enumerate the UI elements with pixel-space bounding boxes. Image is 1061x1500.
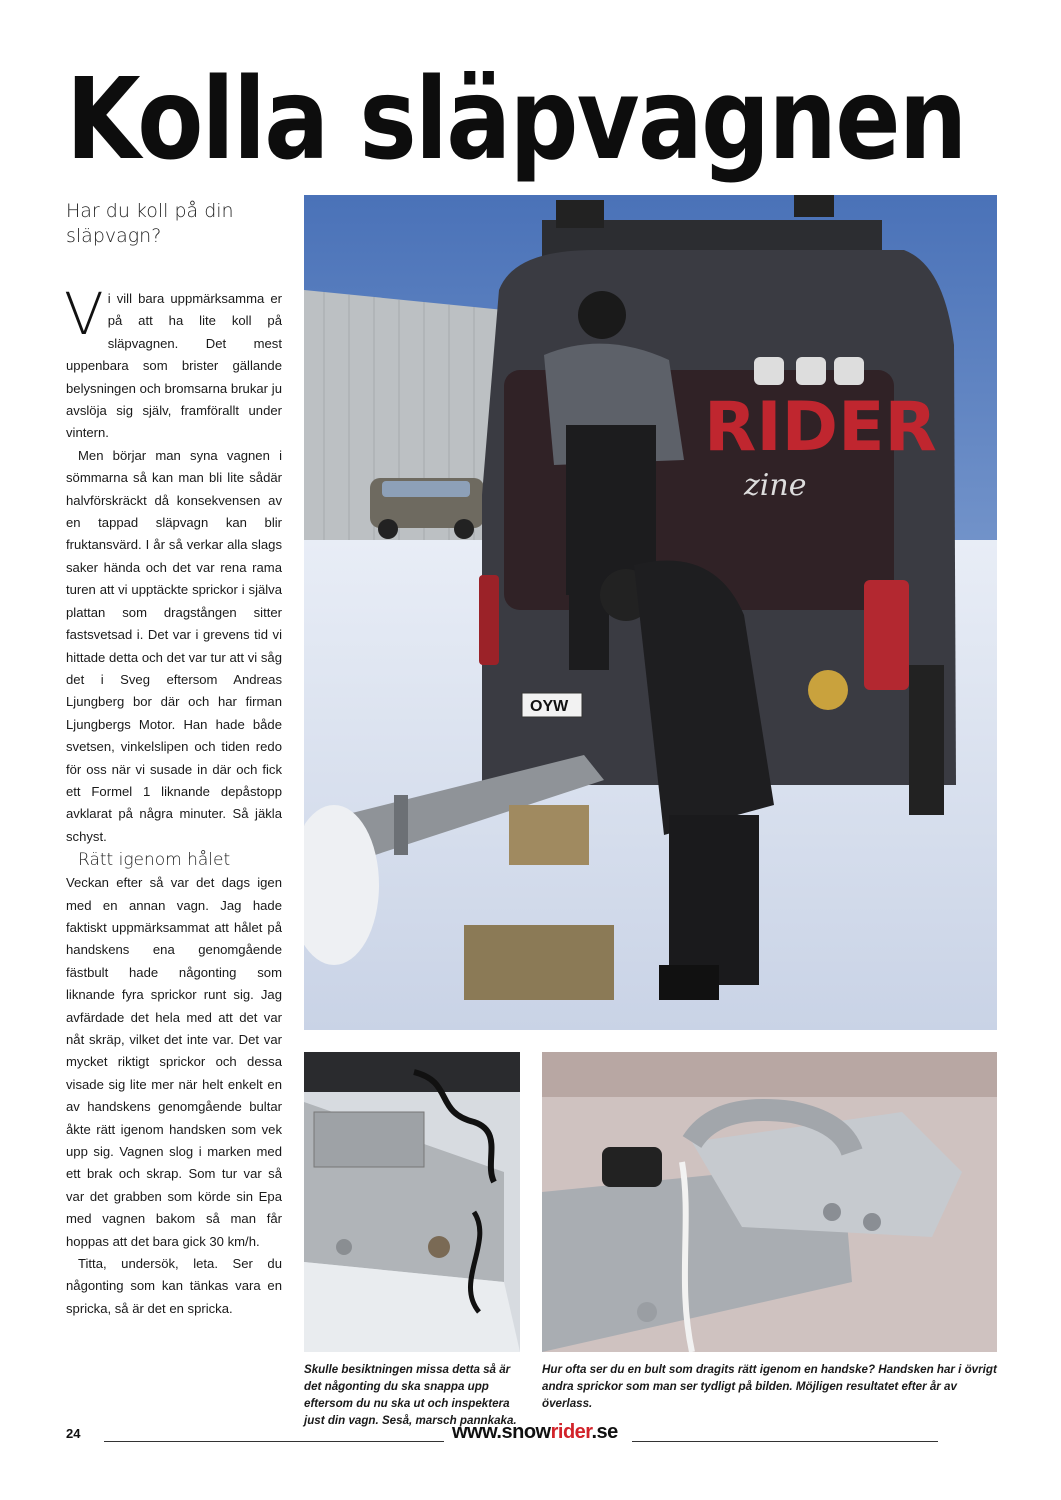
paragraph-1-text: i vill bara uppmärksamma er på att ha lite koll på släpvagnen. Det mest uppenbara som brister gällande belysningen och bromsarna brukar ju avslöja sig själv, framförallt under vintern. (66, 291, 282, 441)
license-plate: OYW (530, 698, 569, 715)
van-script-text: zine (744, 468, 807, 503)
bolt-through-coupling-photo (542, 1052, 997, 1352)
footer-rule-left (104, 1441, 444, 1442)
footer-rule-right (632, 1441, 938, 1442)
paragraph-3: Veckan efter så var det dags igen med en annan vagn. Jag hade faktiskt uppmärksammat att hålet på handskens ena genomgående fästbult hade någonting som liknande fyra sprickor runt sig. Jag avfärdade det hela med att det var nåt skräp, vilket det inte var. Det var mycket riktigt sprickor och dessa visade sig lite mer när helt enkelt en av handskens genomgående bultar åkte rätt igenom handsken som vek upp sig. Vagnen slog i marken med ett brak och skrap. Som tur var så var det grabben som körde sin Epa med vagnen bakom så man får hoppas att det bara gick 30 km/h. (66, 875, 282, 1249)
site-url-accent: rider (550, 1421, 592, 1443)
site-url-suffix: .se (591, 1421, 618, 1443)
lede: Har du koll på din släpvagn? (66, 200, 234, 247)
subheading: Rätt igenom hålet (78, 850, 231, 871)
site-url[interactable] (452, 1421, 618, 1444)
van-logo-text: RIDER (704, 388, 937, 467)
paragraph-2: Men börjar man syna vagnen i sömmarna så kan man bli lite sådär halvförskräckt då konsekvensen av en tappad släpvagn kan blir fruktansvärd. I år så verkar alla slags saker hända och det var rena rama turen att vi upptäckte sprickor i själva plattan som dragstången sitter fastsvetsad i. Det var i grevens tid vi hittade detta och det var tur att vi såg det i Sveg eftersom Andreas Ljungberg bor där och har firman Ljungbergs Motor. Han hade både svetsen, vinkelslipen och tiden redo för oss när vi susade in där och fick ett Formel 1 liknande depåstopp avklarat på några minuter. Så jäkla schyst. (66, 447, 282, 844)
paragraph-4: Titta, undersök, leta. Ser du någonting som kan tänkas vara en spricka, så är det en spricka. (66, 1256, 282, 1316)
main-photo (304, 195, 997, 1030)
site-url-prefix: www.snow (452, 1421, 551, 1443)
coupling-crack-photo (304, 1052, 520, 1352)
headline: Kolla släpvagnen (66, 55, 966, 185)
paragraph-1 (64, 280, 282, 445)
caption-right: Hur ofta ser du en bult som dragits rätt igenom en handske? Handsken har i övrigt andra sprickor som man ser tydligt på bilden. Möjligen resultatet efter år av överlass. (542, 1363, 997, 1410)
drop-cap: V (64, 280, 104, 348)
article-body (64, 280, 282, 1320)
caption-left: Skulle besiktningen missa detta så är det någonting du ska snappa upp eftersom du nu ska ut och inspektera just din vagn. Seså, marsch pannkaka. (304, 1363, 517, 1427)
page-number: 24 (66, 1426, 81, 1441)
